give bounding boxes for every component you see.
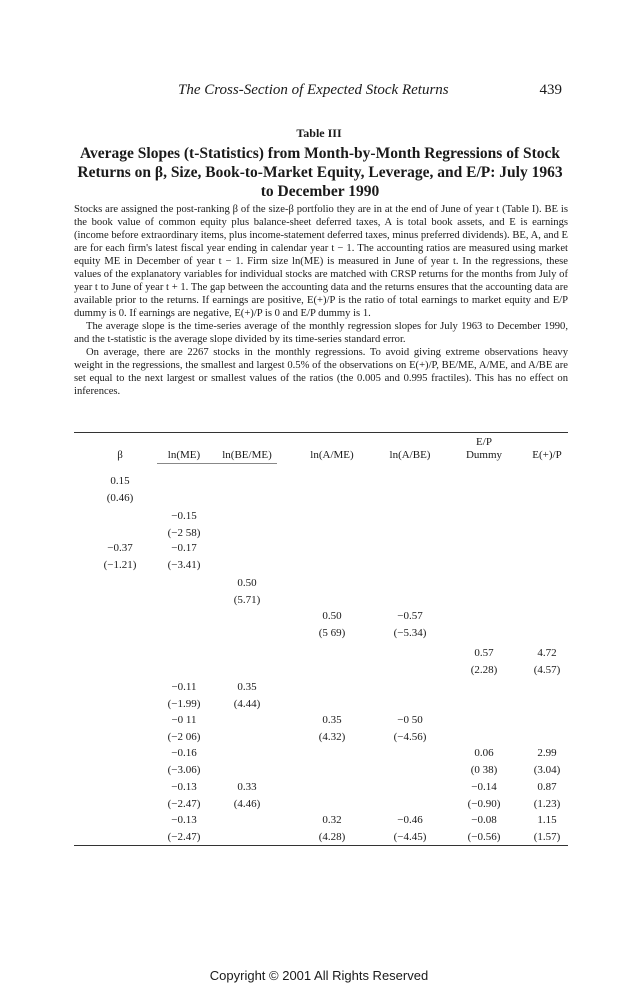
t-statistic: (−0.56) [467,831,501,843]
column-header [207,436,287,462]
slope-value: −0.15 [171,510,197,522]
t-statistic: (0.46) [106,492,134,504]
slope-value: −0.13 [171,814,197,826]
table-cell [454,745,514,779]
table-notes [74,203,568,398]
table-top-rule [74,432,568,433]
t-statistic: (0 38) [470,764,498,776]
slope-value: −0 50 [397,714,423,726]
t-statistic: (−3.06) [167,764,201,776]
table-cell [454,812,514,846]
table-cell [154,745,214,779]
slope-value: 4.72 [537,647,557,659]
slope-value: −0.37 [107,542,133,554]
slope-value: −0.13 [171,781,197,793]
table-cell [302,812,362,846]
table-cell [154,779,214,813]
table-cell [302,712,362,746]
slope-value: 0.35 [322,714,342,726]
column-header-line [207,436,287,449]
copyright-footer: Copyright © 2001 All Rights Reserved [209,968,429,983]
slope-value: −0.08 [471,814,497,826]
table-cell [517,779,577,813]
t-statistic: (1.23) [533,798,561,810]
slope-value: 0.87 [537,781,557,793]
column-header [292,436,372,462]
table-note: The average slope is the time-series average of the monthly regression slopes for July 1963 to December 1990, and the t-statistic is the average slope divided by its time-series standard error. [74,321,568,345]
t-statistic: (1.57) [533,831,561,843]
running-title: The Cross-Section of Expected Stock Returns [178,82,449,98]
t-statistic: (−1.21) [103,559,137,571]
table-cell [217,779,277,813]
table-cell [90,473,150,507]
table-cell [380,712,440,746]
table-cell [454,779,514,813]
slope-value: −0 11 [171,714,197,726]
t-statistic: (5.71) [233,594,261,606]
t-statistic: (4.32) [318,731,346,743]
table-cell [517,645,577,679]
t-statistic: (−2 06) [167,731,201,743]
t-statistic: (4.57) [533,664,561,676]
t-statistic: (−2 58) [167,527,201,539]
table-cell [380,608,440,642]
t-statistic: (−2.47) [167,798,201,810]
table-cell [90,540,150,574]
table-note: On average, there are 2267 stocks in the monthly regressions. To avoid giving extreme observations heavy weight in the regressions, the smallest and largest 0.5% of the observations on E(+)/P, BE/ME, A/ME, and A/BE are set equal to the next largest or smallest values of the ratios (the 0.005 and 0.995 fractiles). This has no effect on inferences. [74,347,568,397]
slope-value: −0.14 [471,781,497,793]
column-header-line: ln(BE/ME) [222,449,272,461]
column-header [370,436,450,462]
slope-value: 1.15 [537,814,557,826]
t-statistic: (−1.99) [167,698,201,710]
t-statistic: (4.44) [233,698,261,710]
table-cell [154,712,214,746]
slope-value: −0.46 [397,814,423,826]
slope-value: 0.33 [237,781,257,793]
table-bottom-rule [74,845,568,846]
slope-value: 2.99 [537,747,557,759]
slope-value: 0.50 [237,577,257,589]
table-cell [517,745,577,779]
slope-value: −0.11 [171,681,197,693]
slope-value: 0.15 [110,475,130,487]
t-statistic: (−5.34) [393,627,427,639]
column-header-line: β [117,449,123,461]
table-cell [302,608,362,642]
table-cell [154,508,214,542]
slope-value: −0.17 [171,542,197,554]
page-number: 439 [539,82,562,98]
table-cell [154,679,214,713]
t-statistic: (4.46) [233,798,261,810]
slope-value: −0.57 [397,610,423,622]
slope-value: 0.06 [474,747,494,759]
slope-value: −0.16 [171,747,197,759]
slope-value: 0.32 [322,814,342,826]
table-label: Table III [296,126,342,140]
table-caption: Average Slopes (t-Statistics) from Month-by-Month Regressions of Stock Returns on β, Size, Book-to-Market Equity, Leverage, and E/P: July 1963 to December 1990 [77,145,563,200]
table-cell [380,812,440,846]
t-statistic: (−4.45) [393,831,427,843]
table-cell [517,812,577,846]
slope-value: 0.50 [322,610,342,622]
t-statistic: (5 69) [318,627,346,639]
slope-value: 0.35 [237,681,257,693]
table-header-underline [157,463,277,464]
table-cell [217,575,277,609]
table-note: Stocks are assigned the post-ranking β of the size-β portfolio they are in at the end of June of year t (Table I). BE is the book value of common equity plus balance-sheet deferred taxes, A is total book assets, and E is earnings (income before extraordinary items, plus income-statement deferred taxes, minus preferred dividends). BE, A, and E are for each firm's latest fiscal year ending in calendar year t − 1. The accounting ratios are measured using market equity ME in December of year t − 1. Firm size ln(ME) is measured in June of year t. In the regressions, these values of the explanatory variables for individual stocks are matched with CRSP returns for the months from July of year t to June of year t + 1. The gap between the accounting data and the returns ensures that the accounting data are available prior to the returns. If earnings are positive, E(+)/P is the ratio of total earnings to market equity and E/P dummy is 0. If earnings are negative, E(+)/P is 0 and E/P dummy is 1. [74,204,568,319]
column-header-line: ln(A/ME) [310,449,354,461]
t-statistic: (3.04) [533,764,561,776]
column-header-line [370,436,450,449]
t-statistic: (−3.41) [167,559,201,571]
column-header-line: ln(A/BE) [389,449,431,461]
column-header-line [292,436,372,449]
column-header [507,436,587,462]
table-cell [217,679,277,713]
column-header-line: Dummy [465,449,503,461]
column-header-line: ln(ME) [167,449,201,461]
t-statistic: (−4.56) [393,731,427,743]
table-cell [154,540,214,574]
t-statistic: (2.28) [470,664,498,676]
column-header-line: E(+)/P [532,449,562,461]
table-cell [454,645,514,679]
t-statistic: (−0.90) [467,798,501,810]
column-header-line [507,436,587,449]
column-header-line: E/P [476,436,492,448]
table-cell [154,812,214,846]
slope-value: 0.57 [474,647,494,659]
t-statistic: (4.28) [318,831,346,843]
t-statistic: (−2.47) [167,831,201,843]
